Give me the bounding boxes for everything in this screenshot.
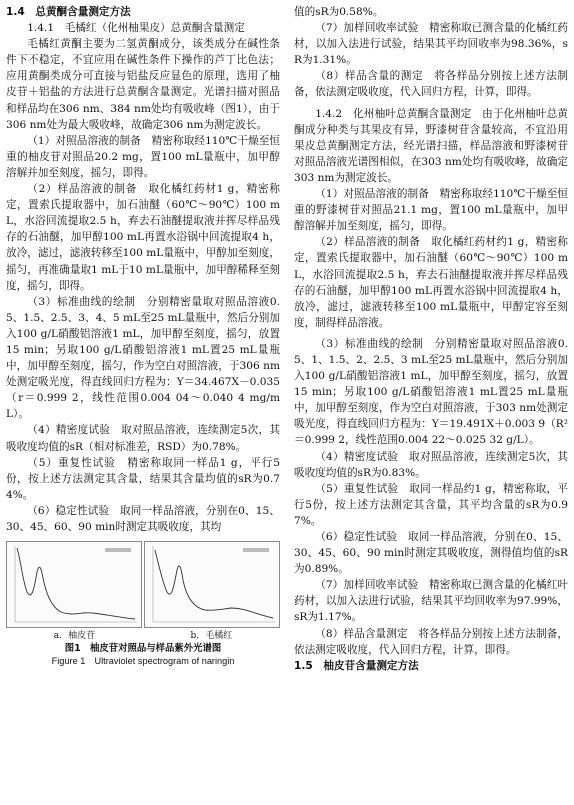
step-2-sample-solution: （2）样品溶液的制备 取化橘红药材1 g，精密称定，置索氏提取器中，加石油醚（60℃～90℃）100 mL，水浴回流提取2.5 h，弃去石油醚提取液并挥尽样品残存的石油醚，加甲醇100 mL再置水浴锅中回流提取4 h，放冷，滤过，滤液转移至100 mL量瓶中，甲醇加至刻度，摇匀，再准确量取1 mL于10 mL量瓶中，加甲醇稀释至刻度，摇匀，即得。 (6, 183, 280, 292)
spectrum-panel-a (6, 541, 142, 628)
panel-a-label: a．柚皮苷 (53, 631, 96, 642)
leaf-step-5-repeatability: （5）重复性试验 取同一样品约1 g，精密称取，平行5份，按上述方法测定其含量，其平均含量的sR为0.97%。 (294, 482, 568, 527)
figure-panels (6, 541, 280, 628)
panel-b-label: b．毛橘红 (190, 631, 233, 642)
spectrum-panel-b (144, 541, 280, 628)
step-4-precision: （4）精密度试验 取对照品溶液，连续测定5次，其吸收度均值的sR（相对标准差，RSD）为0.78%。 (6, 424, 280, 453)
two-column-body (6, 4, 568, 674)
leaf-step-2-sample-solution: （2）样品溶液的制备 取化橘红药材约1 g，精密称定，置索氏提取器中，加石油醚（60℃～90℃）100 mL，水浴回流提取2.5 h，弃去石油醚提取液并挥尽样品残存的石油醚，加甲醇100 mL再置水浴锅中回流提取4 h，放冷，滤过，滤液转移至100 mL量瓶中，甲醇定容至刻度，制得样品溶液。 (294, 236, 568, 329)
figure-caption-en: Figure 1 Ultraviolet spectrogram of naringin (51, 656, 235, 667)
leaf-step-7-recovery: （7）加样回收率试验 精密称取已测含量的化橘红叶药材，以加入法进行试验，结果其平均回收率为97.99%，sR为1.17%。 (294, 579, 568, 624)
spectrum-curve-a (7, 542, 141, 627)
leaf-step-1-reference-solution: （1）对照品溶液的制备 精密称取经110℃干燥至恒重的野漆树苷对照品21.1 mg，置100 mL量瓶中，加甲醇溶解并加至刻度，摇匀，即得。 (294, 188, 568, 233)
leaf-step-3-standard-curve: （3）标准曲线的绘制 分别精密量取对照品溶液0.5、1、1.5、2、2.5、3 mL至25 mL量瓶中，然后分别加入100 g/L硝酸铝溶液1 mL，加甲醇至刻度，摇匀，放置15 min；另取100 g/L硝酸铝溶液1 mL置25 mL量瓶中，加甲醇至刻度，作为空白对照溶液，于303 nm处测定吸光度，得直线回归方程为：Y＝19.491X＋0.003 9（R²＝0.999 2，线性范围0.004 22～0.025 32 g/L）。 (294, 337, 568, 447)
step-3-standard-curve: （3）标准曲线的绘制 分别精密量取对照品溶液0.5、1.5、2.5、3、4、5 mL至25 mL量瓶中，然后分别加入100 g/L硝酸铝溶液1 mL，加甲醇至刻度，摇匀，放置15 min；另取100 g/L硝酸铝溶液1 mL置25 mL量瓶中，加甲醇至刻度，摇匀，作为空白对照溶液，于306 nm处测定吸光度，得直线回归方程为：Y＝34.467X－0.035（r＝0.999 2，线性范围0.004 04～0.040 4 mg/mL）。 (6, 295, 280, 421)
step-6-stability: （6）稳定性试验 取同一样品溶液，分别在0、15、30、45、60、90 min时测定其吸收度，其均 (6, 504, 280, 533)
figure-caption-cn: 图1 柚皮苷对照品与样品紫外光谱图 (64, 643, 222, 655)
spectrum-curve-b (145, 542, 279, 627)
section-heading-1-5: 1.5 柚皮苷含量测定方法 (294, 659, 419, 672)
figure-1 (6, 541, 280, 668)
subsection-heading-1-4-1: 1.4.1 毛橘红（化州柚果皮）总黄酮含量测定 (27, 22, 245, 35)
step-8-sample-content: （8）样品含量的测定 将各样品分别按上述方法制备，依法测定吸收度，代入回归方程，计算，即得。 (294, 70, 568, 99)
stability-result-continued: 值的sR为0.58%。 (294, 6, 384, 18)
leaf-step-8-sample-content: （8）样品含量测定 将各样品分别按上述方法制备，依法测定吸收度，代入回归方程，计算，即得。 (294, 627, 568, 656)
intro-paragraph: 毛橘红黄酮主要为二氢黄酮成分，该类成分在碱性条件下不稳定，不宜应用在碱性条件下操作的芦丁比色法；应用黄酮类成分可直接与铝盐反应显色的原理，选用了柚皮苷＋铝盐的方法进行总黄酮含量测定。光谱扫描对照品和样品均在306 nm、384 nm处均有吸收峰（图1），由于306 nm处为最大吸收峰，故确定306 nm为测定波长。 (6, 38, 280, 131)
subsection-heading-1-4-2: 1.4.2 化州柚叶总黄酮含量测定 由于化州柚叶总黄酮成分种类与其果皮有异，野漆树苷含量较高，不宜沿用果皮总黄酮测定方法，经光谱扫描，样品溶液和野漆树苷对照品溶液光谱图相似，在303 nm处均有吸收峰，故确定303 nm为测定波长。 (294, 107, 568, 184)
leaf-step-4-precision: （4）精密度试验 取对照品溶液，连续测定5次，其吸收度均值的sR为0.83%。 (294, 450, 568, 479)
figure-panel-labels (6, 630, 280, 642)
section-heading-1-4: 1.4 总黄酮含量测定方法 (6, 6, 131, 18)
left-column (6, 4, 280, 674)
step-7-recovery: （7）加样回收率试验 精密称取已测含量的化橘红药材，以加入法进行试验，结果其平均回收率为98.36%，sR为1.31%。 (294, 22, 568, 67)
leaf-step-6-stability: （6）稳定性试验 取同一样品溶液，分别在0、15、30、45、60、90 min时测定其吸收度，测得值均值的sR为0.89%。 (294, 531, 568, 576)
step-5-repeatability: （5）重复性试验 精密称取同一样品1 g，平行5份，按上述方法测定其含量，结果其含量均值的sR为0.74%。 (6, 456, 280, 501)
step-1-reference-solution: （1）对照品溶液的制备 精密称取经110℃干燥至恒重的柚皮苷对照品20.2 mg，置100 mL量瓶中，加甲醇溶解并加至刻度，摇匀，即得。 (6, 134, 280, 179)
right-column (294, 4, 568, 674)
